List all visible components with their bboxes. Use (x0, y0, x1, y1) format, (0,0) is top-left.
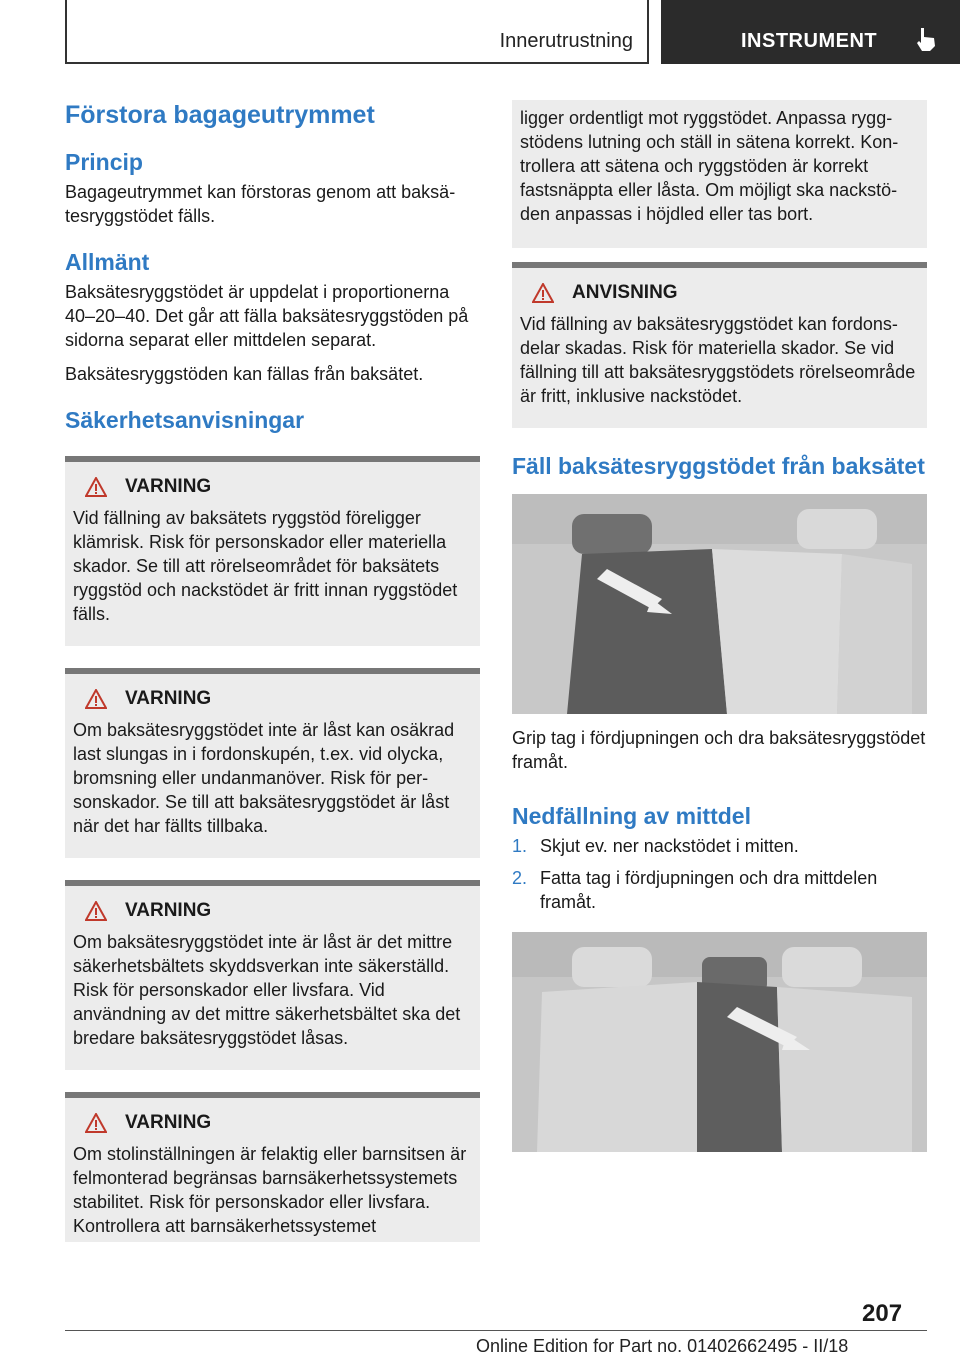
general-heading: Allmänt (65, 249, 150, 275)
middle-heading: Nedfällning av mittdel (512, 803, 751, 829)
continuation-text: ligger ordentligt mot ryggstödet. Anpassa ryggstödens lutning och ställ in sätena korrekt. Kontrollera att sätena och ryggstöden är korrekt fastsnäppta eller låsta. Om möjligt ska nackstöden anpassas i höjdled eller tas bort. (520, 108, 899, 224)
warning-box (65, 456, 480, 646)
general-paragraph-1: Baksätesryggstödet är uppdelat i proportionerna 40–20–40. Det går att fälla baksätesryggstöden på sidorna separat eller mittdelen separat. (65, 282, 469, 350)
warning-text: Om stolinställningen är felaktig eller barnsitsen är felmonterad begränsas barnsäkerhetssystemets stabilitet. Risk för personskador eller livsfara. Kontrollera att barnsäkerhetssystemet (73, 1144, 467, 1236)
step-number: 2. (512, 868, 528, 888)
middle-section-fold-image (512, 932, 927, 1152)
step-text: Skjut ev. ner nackstödet i mitten. (540, 836, 799, 856)
footer-divider (65, 1330, 927, 1331)
header-chapter-label: INSTRUMENT (741, 30, 878, 52)
fold-heading: Fäll baksätesryggstödet från baksätet (512, 453, 925, 479)
right-column (512, 100, 927, 1164)
warning-text: Om baksätesryggstödet inte är låst kan osäkrad last slungas in i fordonskupén, t.ex. vid olycka, bromsning eller undanmanöver. Risk för personskador. Se till att baksätesryggstödet är låst när det har fällts tillbaka. (73, 720, 455, 836)
warning-title: VARNING (125, 1112, 212, 1133)
section-principle (65, 148, 480, 228)
list-item (512, 834, 927, 858)
warning-triangle-icon (85, 1113, 107, 1133)
fold-caption: Grip tag i fördjupningen och dra baksätesryggstödet framåt. (512, 728, 926, 772)
page-title: Förstora bagageutrymmet (65, 101, 375, 129)
notice-box (512, 262, 927, 428)
hand-pointing-icon (915, 26, 937, 52)
header-tab-chapter (661, 0, 960, 64)
warning-box (65, 668, 480, 858)
middle-steps (512, 834, 927, 914)
step-number: 1. (512, 836, 528, 856)
rear-seat-fold-image (512, 494, 927, 714)
left-column (65, 100, 480, 1242)
list-item (512, 866, 927, 914)
step-text: Fatta tag i fördjupningen och dra mittdelen framåt. (540, 868, 878, 912)
warning-title: VARNING (125, 476, 212, 497)
general-paragraph-2: Baksätesryggstöden kan fällas från baksätet. (65, 364, 424, 384)
footer-edition: Online Edition for Part no. 01402662495 - II/18 (476, 1336, 849, 1356)
warning-triangle-icon (85, 477, 107, 497)
section-general (65, 248, 480, 386)
header-section-label: Innerutrustning (499, 30, 633, 52)
principle-heading: Princip (65, 149, 143, 175)
safety-heading: Säkerhetsanvisningar (65, 407, 305, 433)
warning-triangle-icon (85, 689, 107, 709)
notice-title: ANVISNING (572, 282, 678, 303)
warning-continuation (512, 100, 927, 248)
principle-text: Bagageutrymmet kan förstoras genom att baksätesryggstödet fälls. (65, 182, 456, 226)
header-tab-section (65, 0, 649, 64)
page-number: 207 (862, 1300, 903, 1327)
warning-title: VARNING (125, 900, 212, 921)
warning-box (65, 1092, 480, 1242)
warning-text: Om baksätesryggstödet inte är låst är det mittre säkerhetsbältets skyddsverkan inte säkerställd. Risk för personskador eller livsfara. Vid användning av det mittre säkerhetsbältet ska det bredare baksätesryggstödet låsas. (73, 932, 461, 1048)
warning-title: VARNING (125, 688, 212, 709)
warning-box (65, 880, 480, 1070)
warning-triangle-icon (85, 901, 107, 921)
warning-triangle-icon (532, 283, 554, 303)
warning-text: Vid fällning av baksätets ryggstöd föreligger klämrisk. Risk för personskador eller materiella skador. Se till att rörelseområdet för baksätets ryggstöd och nackstödet är fritt innan ryggstödet fälls. (73, 508, 458, 624)
notice-text: Vid fällning av baksätesryggstödet kan fordonsdelar skadas. Risk för materiella skador. Se vid fällning till att baksätesryggstödets rörelseområde är fritt, inklusive nackstödet. (520, 314, 916, 406)
